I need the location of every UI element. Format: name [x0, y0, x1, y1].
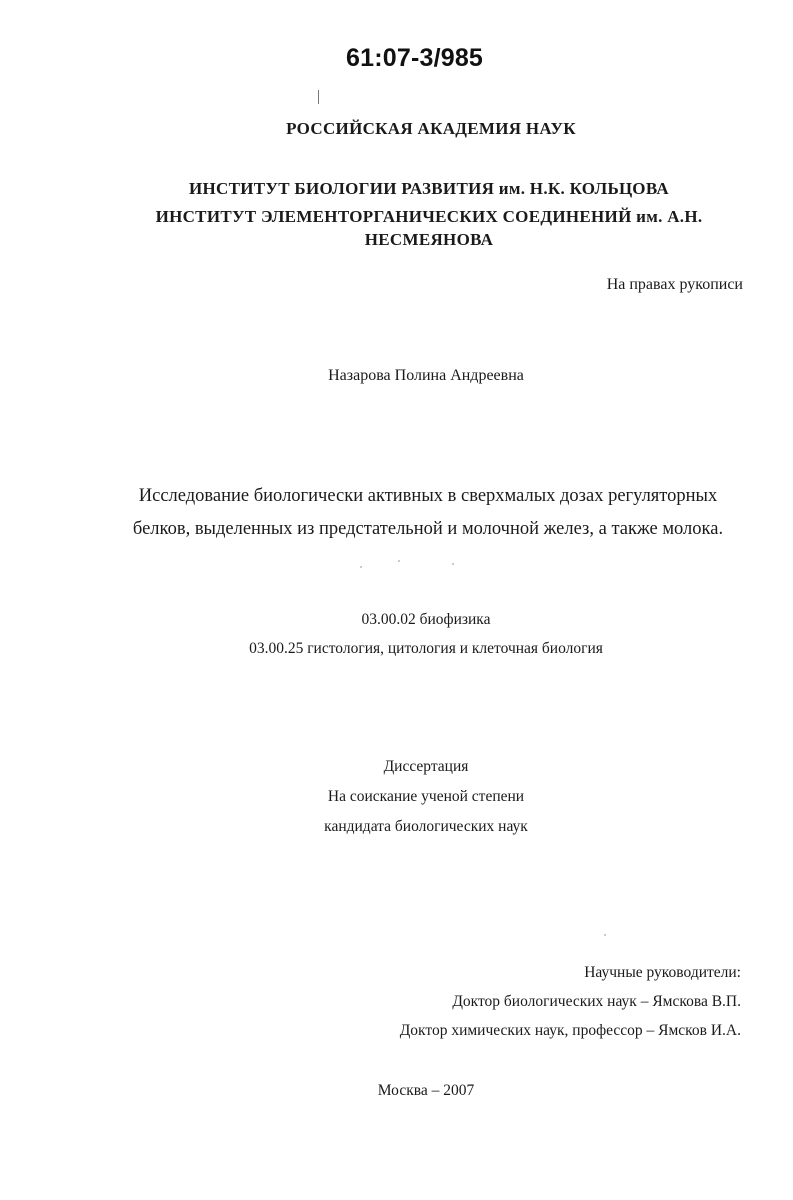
scan-speck: [604, 934, 606, 936]
specialty-1: 03.00.02 биофизика: [361, 611, 491, 628]
dissertation-title: Исследование биологически активных в сверхмалых дозах регуляторных белков, выделенных из предстательной и молочной желез, а также молока.: [132, 486, 724, 539]
institute-1-heading: ИНСТИТУТ БИОЛОГИИ РАЗВИТИЯ им. Н.К. КОЛЬЦОВА: [189, 179, 669, 198]
place-and-year: Москва – 2007: [377, 1082, 475, 1099]
institute-2-heading: ИНСТИТУТ ЭЛЕМЕНТОРГАНИЧЕСКИХ СОЕДИНЕНИЙ им. А.Н.: [155, 207, 703, 226]
institute-2-heading-cont: НЕСМЕЯНОВА: [364, 230, 494, 249]
supervisors-heading: Научные руководители:: [584, 964, 741, 981]
author-name: Назарова Полина Андреевна: [328, 367, 524, 384]
dissertation-type: Диссертация: [383, 758, 469, 775]
academy-heading: РОССИЙСКАЯ АКАДЕМИЯ НАУК: [286, 119, 576, 138]
supervisor-2: Доктор химических наук, профессор – Ямсков И.А.: [399, 1022, 741, 1039]
scan-speck: [452, 563, 454, 565]
archive-stamp-code: 61:07-3/985: [346, 44, 484, 72]
scan-mark: [318, 90, 319, 104]
manuscript-rights-note: На правах рукописи: [606, 276, 743, 293]
scan-speck: [398, 560, 400, 562]
dissertation-degree: кандидата биологических наук: [324, 818, 528, 835]
specialty-2: 03.00.25 гистология, цитология и клеточная биология: [249, 640, 603, 657]
scan-speck: [360, 566, 362, 568]
dissertation-purpose: На соискание ученой степени: [327, 788, 525, 805]
supervisor-1: Доктор биологических наук – Ямскова В.П.: [452, 993, 741, 1010]
